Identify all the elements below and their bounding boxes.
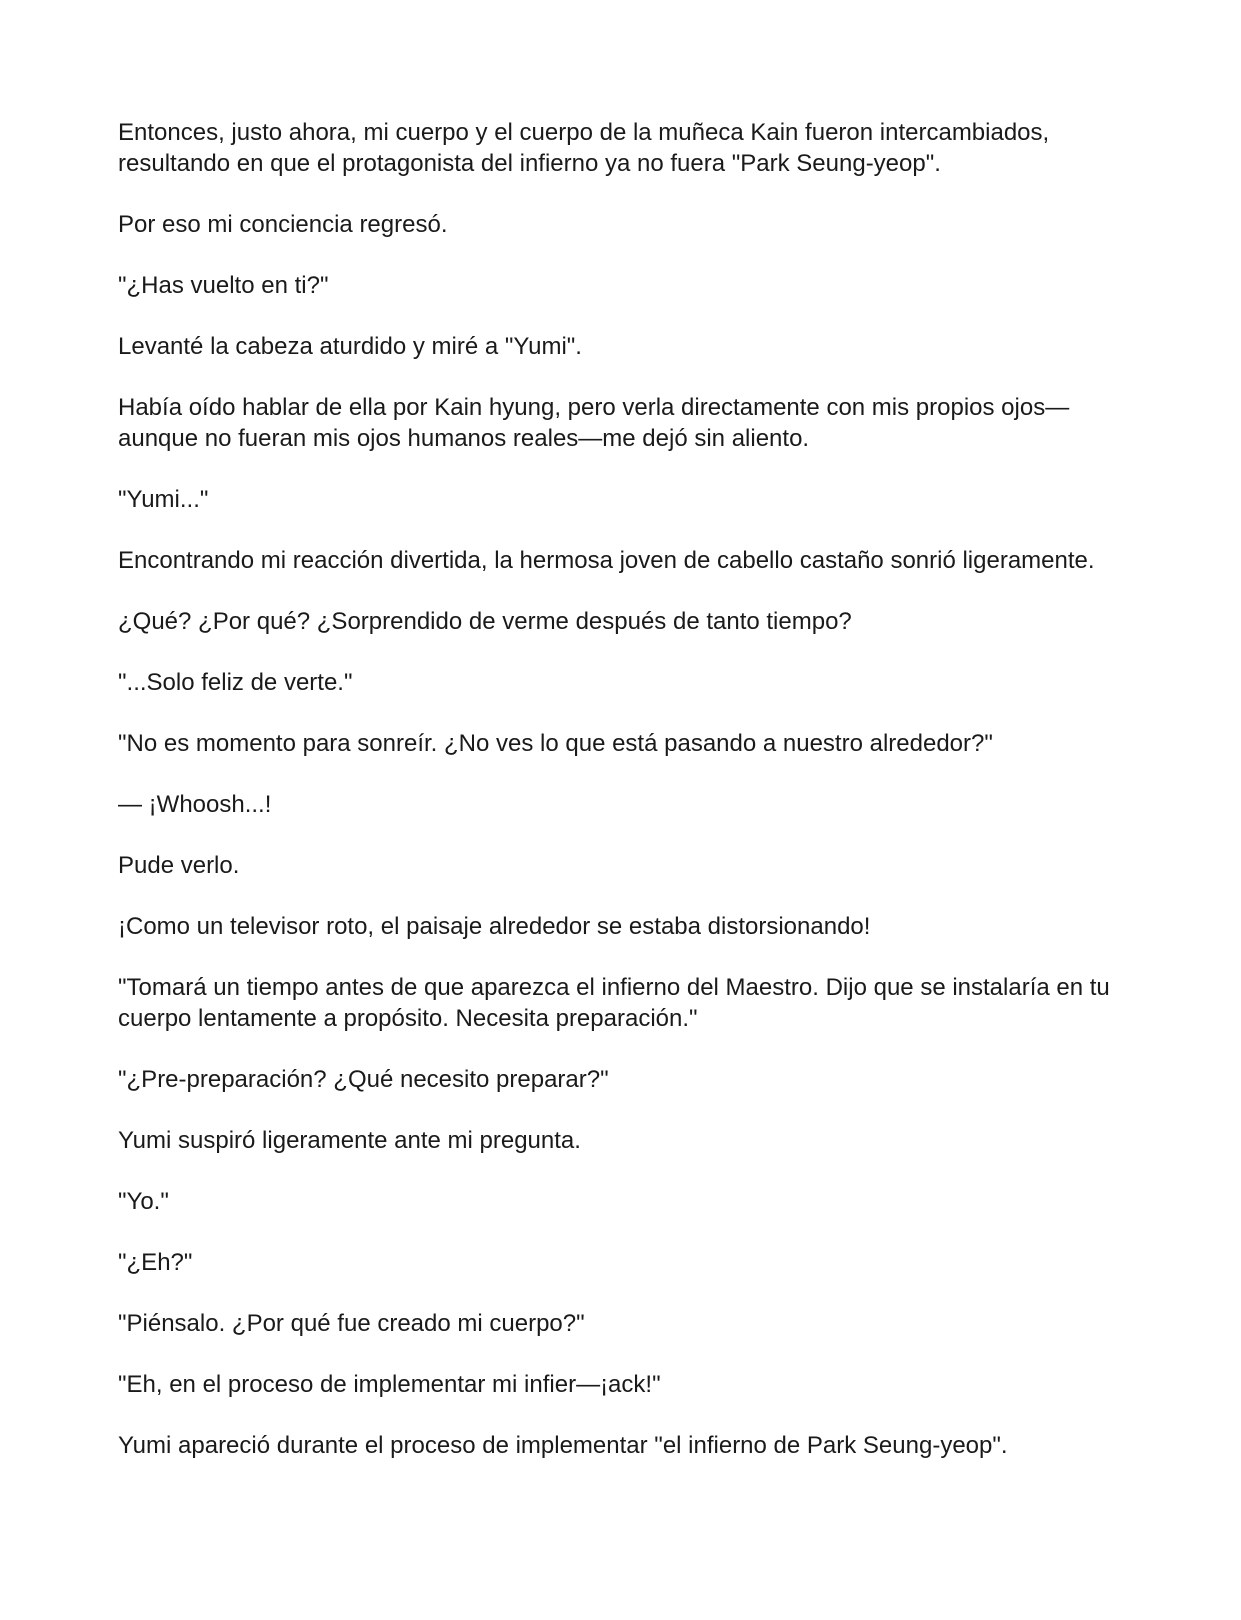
paragraph: Yumi suspiró ligeramente ante mi pregunta. xyxy=(118,1127,581,1154)
paragraph: ¿Qué? ¿Por qué? ¿Sorprendido de verme después de tanto tiempo? xyxy=(118,608,852,635)
document-body xyxy=(118,117,1118,1491)
paragraph: "Yo." xyxy=(118,1188,169,1215)
paragraph: ¡Como un televisor roto, el paisaje alrededor se estaba distorsionando! xyxy=(118,913,871,940)
paragraph: "Piénsalo. ¿Por qué fue creado mi cuerpo?" xyxy=(118,1310,585,1337)
paragraph: Pude verlo. xyxy=(118,852,240,879)
paragraph: "Tomará un tiempo antes de que aparezca el infierno del Maestro. Dijo que se instalaría en tu cuerpo lentamente a propósito. Necesita preparación." xyxy=(118,974,1110,1032)
paragraph: Yumi apareció durante el proceso de implementar "el infierno de Park Seung-yeop". xyxy=(118,1432,1008,1459)
paragraph: "No es momento para sonreír. ¿No ves lo que está pasando a nuestro alrededor?" xyxy=(118,730,993,757)
paragraph: Encontrando mi reacción divertida, la hermosa joven de cabello castaño sonrió ligeramente. xyxy=(118,547,1095,574)
paragraph: "¿Has vuelto en ti?" xyxy=(118,272,329,299)
paragraph: "Yumi..." xyxy=(118,486,209,513)
paragraph: Había oído hablar de ella por Kain hyung, pero verla directamente con mis propios ojos—aunque no fueran mis ojos humanos reales—me dejó sin aliento. xyxy=(118,394,1070,452)
paragraph: — ¡Whoosh...! xyxy=(118,791,272,818)
paragraph: "¿Eh?" xyxy=(118,1249,193,1276)
paragraph: "...Solo feliz de verte." xyxy=(118,669,353,696)
paragraph: Levanté la cabeza aturdido y miré a "Yumi". xyxy=(118,333,582,360)
paragraph: Entonces, justo ahora, mi cuerpo y el cuerpo de la muñeca Kain fueron intercambiados, resultando en que el protagonista del infierno ya no fuera "Park Seung-yeop". xyxy=(118,119,1050,177)
paragraph: Por eso mi conciencia regresó. xyxy=(118,211,448,238)
paragraph: "¿Pre-preparación? ¿Qué necesito preparar?" xyxy=(118,1066,609,1093)
paragraph: "Eh, en el proceso de implementar mi infier—¡ack!" xyxy=(118,1371,661,1398)
